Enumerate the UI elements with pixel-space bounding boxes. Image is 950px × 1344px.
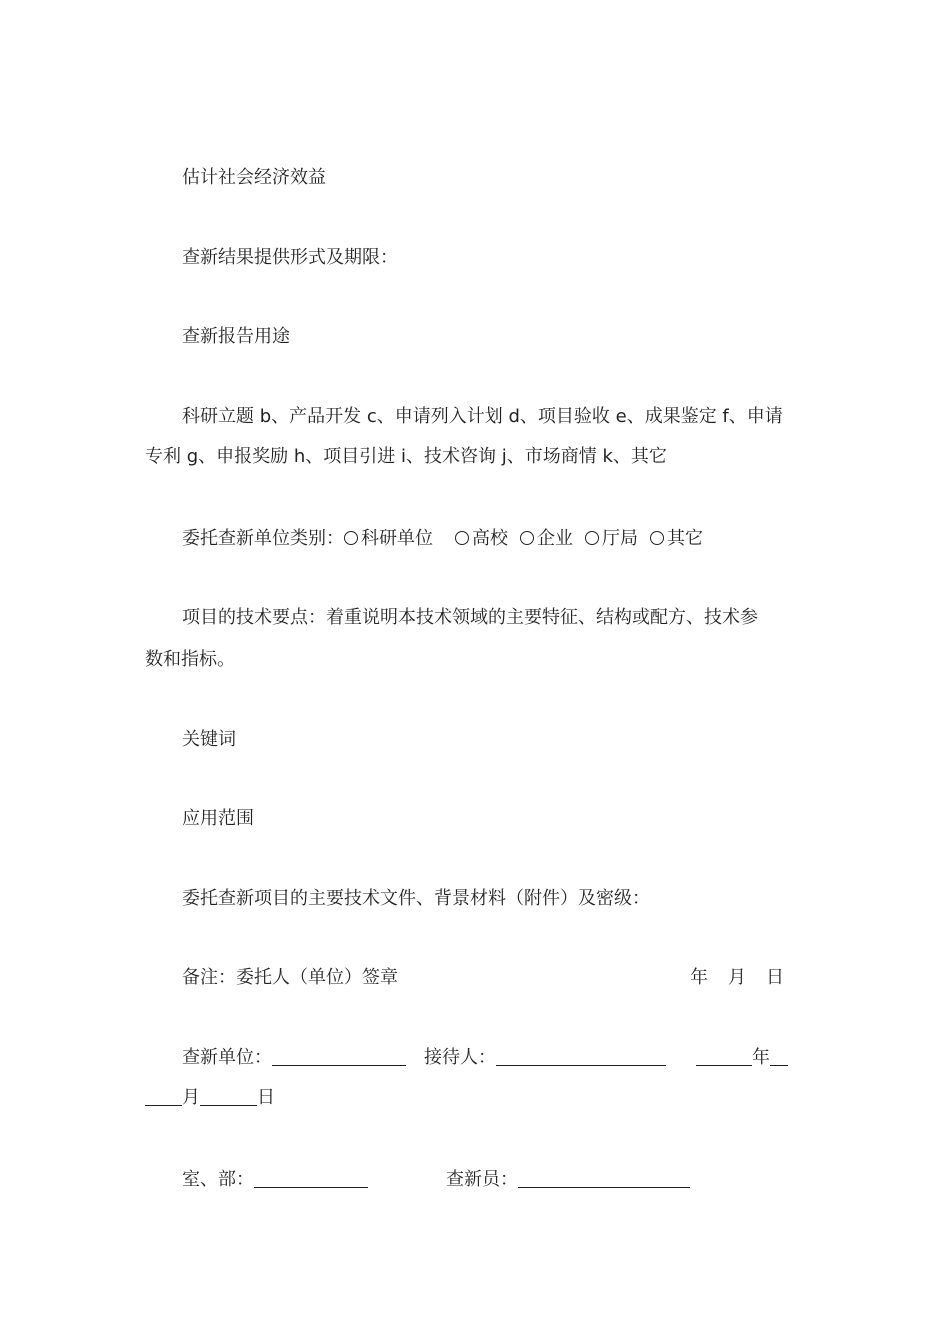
purpose-list-line-2: 专利 g、申报奖励 h、项目引进 i、技术咨询 j、市场商情 k、其它 xyxy=(145,446,667,467)
remarks-date: 年 月 日 xyxy=(690,967,784,988)
keywords-line: 关键词 xyxy=(182,729,236,750)
searcher-field[interactable] xyxy=(518,1169,690,1188)
remarks-line xyxy=(145,958,842,998)
radio-circle-icon xyxy=(585,531,599,545)
radio-circle-icon xyxy=(520,531,534,545)
scope-line: 应用范围 xyxy=(182,808,254,829)
radio-circle-icon xyxy=(650,531,664,545)
searcher-label: 查新员： xyxy=(446,1169,518,1190)
purpose-heading: 查新报告用途 xyxy=(182,326,290,347)
purpose-list-line-1: 科研立题 b、产品开发 c、申请列入计划 d、项目验收 e、成果鉴定 f、申请 xyxy=(182,406,783,427)
acceptance-line-1: 查新单位： 接待人： 年 xyxy=(145,1038,842,1078)
unit-type-option-other[interactable]: 其它 xyxy=(650,519,703,559)
receiver-label: 接待人： xyxy=(424,1047,496,1068)
department-label: 室、部： xyxy=(182,1169,254,1190)
unit-type-line xyxy=(145,519,842,559)
acceptance-day-field[interactable] xyxy=(200,1087,257,1106)
acceptance-month-field-part1[interactable] xyxy=(770,1047,788,1066)
acceptance-month-field-part2[interactable] xyxy=(145,1087,182,1106)
acceptance-line-2: 月 日 xyxy=(145,1078,805,1118)
tech-points-line-2: 数和指标。 xyxy=(145,649,235,670)
department-line xyxy=(145,1160,842,1200)
unit-type-option-bureau[interactable]: 厅局 xyxy=(585,519,638,559)
unit-type-option-research[interactable]: 科研单位 xyxy=(344,519,433,559)
acceptance-year-field[interactable] xyxy=(696,1047,752,1066)
unit-type-option-enterprise[interactable]: 企业 xyxy=(520,519,573,559)
acceptance-unit-label: 查新单位： xyxy=(182,1047,272,1068)
acceptance-unit-field[interactable] xyxy=(272,1047,406,1066)
radio-circle-icon xyxy=(455,531,469,545)
benefit-line: 估计社会经济效益 xyxy=(182,167,326,188)
radio-circle-icon xyxy=(344,531,358,545)
result-form-line: 查新结果提供形式及期限： xyxy=(182,247,398,268)
documents-line: 委托查新项目的主要技术文件、背景材料（附件）及密级： xyxy=(182,888,650,909)
tech-points-line-1: 项目的技术要点：着重说明本技术领域的主要特征、结构或配方、技术参 xyxy=(182,607,758,628)
receiver-field[interactable] xyxy=(496,1047,666,1066)
department-field[interactable] xyxy=(254,1169,368,1188)
unit-type-option-university[interactable]: 高校 xyxy=(455,519,508,559)
remarks-label: 备注：委托人（单位）签章 xyxy=(182,967,398,988)
unit-type-label: 委托查新单位类别： xyxy=(182,528,344,549)
